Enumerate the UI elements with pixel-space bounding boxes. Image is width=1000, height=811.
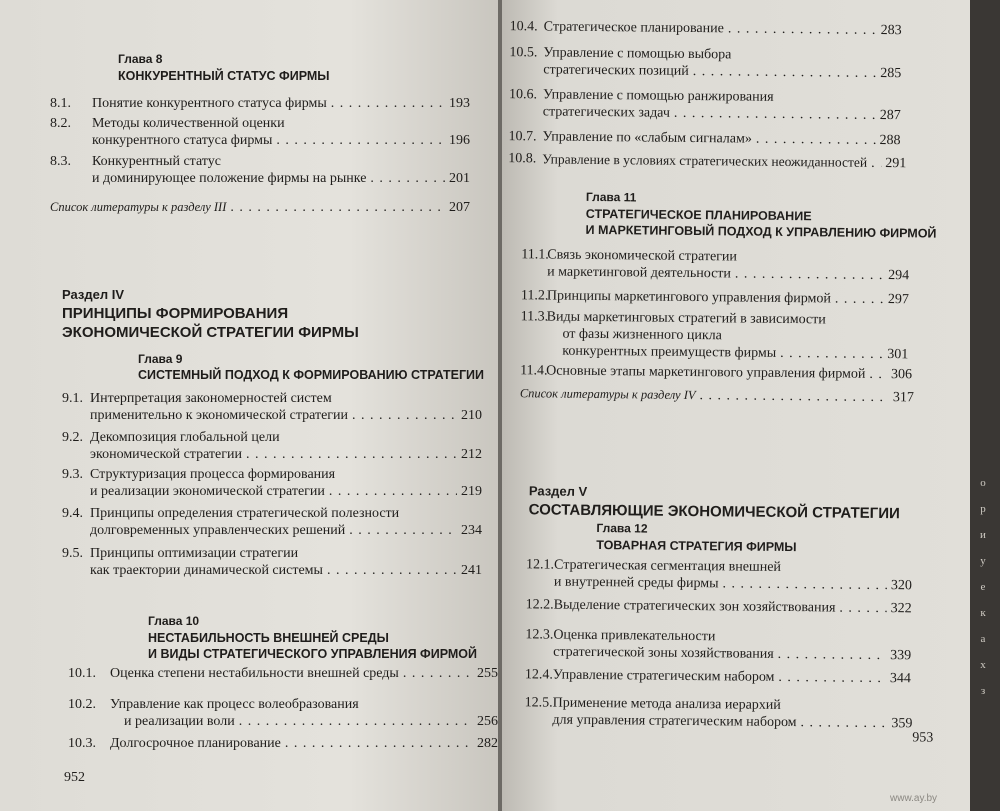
leader-dots (699, 387, 888, 406)
leader-dots (869, 366, 887, 383)
entry-title-line: конкурентных преимуществ фирмы (562, 343, 777, 361)
literature-page: 317 (892, 390, 914, 406)
toc-entry-9-5[interactable] (62, 545, 482, 579)
toc-entry-10-5[interactable] (509, 44, 901, 82)
entry-title: Управление в условиях стратегических неожиданностей (542, 151, 868, 170)
entry-page: 241 (461, 563, 482, 578)
entry-page: 291 (885, 156, 907, 172)
entry-title-line: Управление с помощью ранжирования (542, 87, 774, 105)
entry-page: 294 (888, 268, 910, 284)
leader-dots (370, 170, 445, 187)
entry-number: 12.5. (524, 695, 553, 711)
entry-title-line: Связь экономической стратегии (547, 247, 738, 265)
entry-page: 359 (891, 716, 913, 732)
entry-title-line: и реализации воли (124, 714, 235, 729)
chapter8-title: КОНКУРЕНТНЫЙ СТАТУС ФИРМЫ (118, 69, 330, 83)
entry-title: Управление по «слабым сигналам» (542, 129, 752, 147)
chapter11-label: Глава 11 (585, 189, 637, 205)
entry-number: 9.4. (62, 506, 83, 521)
entry-page: 201 (449, 171, 470, 186)
section4-title-line1: ПРИНЦИПЫ ФОРМИРОВАНИЯ (62, 305, 289, 322)
edge-glyph: р (980, 503, 986, 515)
entry-title-line: как траектории динамической системы (90, 563, 323, 578)
entry-title-line: экономической стратегии (90, 447, 242, 462)
left-page-number: 952 (64, 770, 85, 785)
toc-entry-11-4[interactable] (520, 362, 912, 383)
entry-title: Управление стратегическим набором (552, 667, 775, 685)
toc-entry-10-4[interactable] (510, 18, 902, 39)
toc-entry-8-2[interactable] (50, 115, 470, 149)
entry-title-line: и маркетинговой деятельности (547, 264, 732, 282)
entry-title-line: применительно к экономической стратегии (90, 408, 349, 423)
toc-entry-12-4[interactable] (525, 666, 911, 687)
chapter10-label: Глава 10 (148, 614, 200, 628)
entry-title-line: и доминирующее положение фирмы на рынке (92, 171, 367, 186)
entry-number: 10.1. (68, 666, 96, 681)
leader-dots (349, 522, 457, 539)
watermark: www.ay.by (890, 793, 938, 804)
entry-title-line: Управление с помощью выбора (543, 45, 732, 63)
entry-title-line: для управления стратегическим набором (552, 712, 797, 731)
edge-glyph: у (980, 555, 986, 567)
entry-page: 288 (879, 132, 901, 149)
entry-title: Долгосрочное планирование (110, 736, 281, 751)
leader-dots (674, 105, 876, 124)
literature-page: 207 (449, 200, 470, 215)
edge-glyph: и (980, 529, 986, 541)
entry-page: 287 (879, 107, 901, 124)
entry-title: Понятие конкурентного статуса фирмы (92, 96, 327, 111)
toc-entry-10-6[interactable] (509, 86, 901, 124)
entry-title-line: Оценка привлекательности (553, 627, 716, 645)
section5-title: СОСТАВЛЯЮЩИЕ ЭКОНОМИЧЕСКОЙ СТРАТЕГИИ (528, 501, 900, 523)
entry-title-line: Виды маркетинговых стратегий в зависимости (546, 309, 826, 328)
leader-dots (871, 155, 881, 172)
chapter12-label: Глава 12 (596, 521, 648, 536)
leader-dots (778, 669, 886, 687)
entry-number: 12.3. (525, 627, 554, 643)
toc-entry-12-1[interactable] (526, 556, 912, 594)
toc-entry-9-3[interactable] (62, 466, 482, 500)
leader-dots (331, 95, 445, 112)
toc-entry-10-7[interactable] (508, 128, 900, 149)
entry-title-line: стратегических задач (542, 104, 670, 121)
leader-dots (285, 735, 473, 752)
right-page-content (502, 0, 970, 811)
entry-title-line: Интерпретация закономерностей систем (90, 391, 332, 406)
entry-page: 322 (890, 601, 912, 617)
entry-page: 219 (461, 484, 482, 499)
leader-dots (735, 265, 884, 284)
chapter11-title-line1: СТРАТЕГИЧЕСКОЕ ПЛАНИРОВАНИЕ (585, 206, 812, 224)
entry-page: 301 (887, 347, 909, 363)
edge-glyph: о (980, 477, 986, 489)
chapter10-title-line2: И ВИДЫ СТРАТЕГИЧЕСКОГО УПРАВЛЕНИЯ ФИРМОЙ (148, 647, 478, 661)
toc-entry-10-2[interactable] (68, 696, 498, 730)
right-page (502, 0, 970, 811)
edge-glyph: к (980, 607, 986, 619)
toc-entry-11-3[interactable] (520, 308, 909, 363)
leader-dots (728, 20, 877, 39)
entry-title-line: Методы количественной оценки (92, 116, 285, 131)
chapter8-label: Глава 8 (118, 52, 163, 66)
leader-dots (778, 646, 887, 664)
leader-dots (693, 63, 877, 82)
entry-number: 12.2. (525, 597, 554, 613)
entry-page: 196 (449, 133, 470, 148)
toc-entry-11-1[interactable] (521, 246, 909, 284)
entry-number: 8.3. (50, 154, 71, 169)
entry-title-line: долговременных управленческих решений (90, 523, 346, 538)
leader-dots (839, 600, 886, 617)
entry-title-line: конкурентного статуса фирмы (92, 133, 273, 148)
entry-title-line: Структуризация процесса формирования (90, 467, 336, 482)
literature-title: Список литературы к разделу IV (519, 386, 696, 403)
entry-title-line: Принципы определения стратегической полезности (90, 506, 400, 521)
chapter9-title: СИСТЕМНЫЙ ПОДХОД К ФОРМИРОВАНИЮ СТРАТЕГИИ (138, 368, 485, 382)
entry-title-line: Декомпозиция глобальной цели (90, 430, 280, 445)
edge-glyph: з (980, 685, 986, 697)
toc-entry-10-3[interactable] (68, 735, 498, 752)
toc-entry-9-2[interactable] (62, 429, 482, 463)
leader-dots (230, 199, 445, 216)
entry-title-line: стратегических позиций (543, 62, 689, 79)
literature-title: Список литературы к разделу III (50, 200, 227, 214)
entry-title-line: Конкурентный статус (92, 154, 221, 169)
entry-number: 10.3. (68, 736, 96, 751)
entry-number: 11.3. (520, 309, 549, 325)
entry-title-line: и реализации экономической стратегии (90, 484, 325, 499)
literature-section-3[interactable] (50, 199, 470, 216)
entry-number: 9.5. (62, 546, 83, 561)
entry-number: 10.2. (68, 697, 96, 712)
chapter11-title-line2: И МАРКЕТИНГОВЫЙ ПОДХОД К УПРАВЛЕНИЮ ФИРМОЙ (585, 222, 937, 241)
toc-entry-8-1[interactable] (50, 95, 470, 112)
entry-page: 306 (891, 367, 913, 383)
entry-page: 256 (477, 714, 498, 729)
leader-dots (756, 131, 876, 149)
leader-dots (800, 714, 887, 732)
chapter9-label: Глава 9 (138, 352, 183, 366)
entry-page: 210 (461, 408, 482, 423)
leader-dots (352, 407, 457, 424)
entry-page: 255 (477, 666, 498, 681)
entry-number: 10.7. (508, 129, 537, 145)
left-page-content (0, 0, 498, 811)
literature-section-4[interactable] (520, 385, 914, 406)
toc-entry-11-2[interactable] (521, 287, 909, 308)
entry-page: 344 (889, 671, 911, 687)
toc-entry-12-2[interactable] (526, 596, 912, 617)
leader-dots (780, 345, 883, 363)
leader-dots (276, 132, 445, 149)
right-page-number: 953 (912, 730, 934, 746)
entry-page: 193 (449, 96, 470, 111)
toc-entry-9-1[interactable] (62, 390, 482, 424)
entry-page: 320 (890, 578, 912, 594)
entry-page: 285 (880, 65, 902, 82)
entry-number: 9.3. (62, 467, 83, 482)
leader-dots (835, 291, 884, 309)
toc-entry-9-4[interactable] (62, 505, 482, 539)
entry-title-line: Применение метода анализа иерархий (552, 695, 781, 713)
entry-title: Выделение стратегических зон хозяйствования (553, 597, 836, 616)
entry-number: 11.1. (521, 247, 549, 263)
entry-number: 9.2. (62, 430, 83, 445)
entry-number: 10.5. (509, 45, 538, 61)
entry-number: 11.4. (520, 363, 548, 379)
entry-number: 8.2. (50, 116, 71, 131)
toc-entry-12-3[interactable] (525, 626, 911, 664)
entry-number: 10.4. (509, 19, 538, 35)
entry-title-line: стратегической зоны хозяйствования (553, 644, 774, 662)
section4-title-line2: ЭКОНОМИЧЕСКОЙ СТРАТЕГИИ ФИРМЫ (62, 324, 359, 341)
entry-number: 10.8. (508, 151, 537, 167)
entry-number: 12.1. (526, 557, 555, 573)
edge-glyph: а (980, 633, 986, 645)
leader-dots (403, 665, 473, 682)
entry-page: 234 (461, 523, 482, 538)
edge-glyph: х (980, 659, 986, 671)
entry-page: 283 (880, 22, 902, 39)
edge-glyph: е (980, 581, 986, 593)
leader-dots (327, 562, 457, 579)
entry-number: 10.6. (508, 87, 538, 103)
entry-title-line: Принципы оптимизации стратегии (90, 546, 299, 561)
entry-title-line: Управление как процесс волеобразования (110, 697, 359, 712)
toc-entry-12-5[interactable] (524, 694, 912, 732)
toc-entry-10-1[interactable] (68, 665, 498, 682)
entry-number: 11.2. (520, 288, 549, 304)
entry-title: Принципы маркетингового управления фирмой (546, 288, 831, 307)
entry-title-line: и внутренней среды фирмы (553, 574, 719, 592)
entry-title: Основные этапы маркетингового управления фирмой (546, 363, 866, 382)
leader-dots (246, 446, 457, 463)
entry-page: 212 (461, 447, 482, 462)
entry-page: 297 (887, 292, 909, 308)
leader-dots (329, 483, 457, 500)
entry-title-line: от фазы жизненного цикла (562, 326, 722, 344)
left-page (0, 0, 498, 811)
edge-glyphs (976, 470, 990, 704)
leader-dots (239, 713, 473, 730)
leader-dots (722, 575, 886, 594)
entry-title: Оценка степени нестабильности внешней среды (110, 666, 399, 681)
toc-entry-8-3[interactable] (50, 153, 470, 187)
entry-number: 12.4. (524, 667, 554, 683)
entry-page: 282 (477, 736, 498, 751)
entry-page: 339 (890, 648, 912, 664)
toc-entry-10-8[interactable] (508, 150, 906, 172)
section5-label: Раздел V (528, 483, 588, 499)
entry-number: 8.1. (50, 96, 71, 111)
entry-number: 9.1. (62, 391, 83, 406)
section4-label: Раздел IV (62, 287, 124, 302)
chapter12-title: ТОВАРНАЯ СТРАТЕГИЯ ФИРМЫ (596, 538, 797, 555)
entry-title-line: Стратегическая сегментация внешней (554, 557, 782, 575)
entry-title: Стратегическое планирование (543, 19, 724, 37)
chapter10-title-line1: НЕСТАБИЛЬНОСТЬ ВНЕШНЕЙ СРЕДЫ (148, 631, 389, 645)
